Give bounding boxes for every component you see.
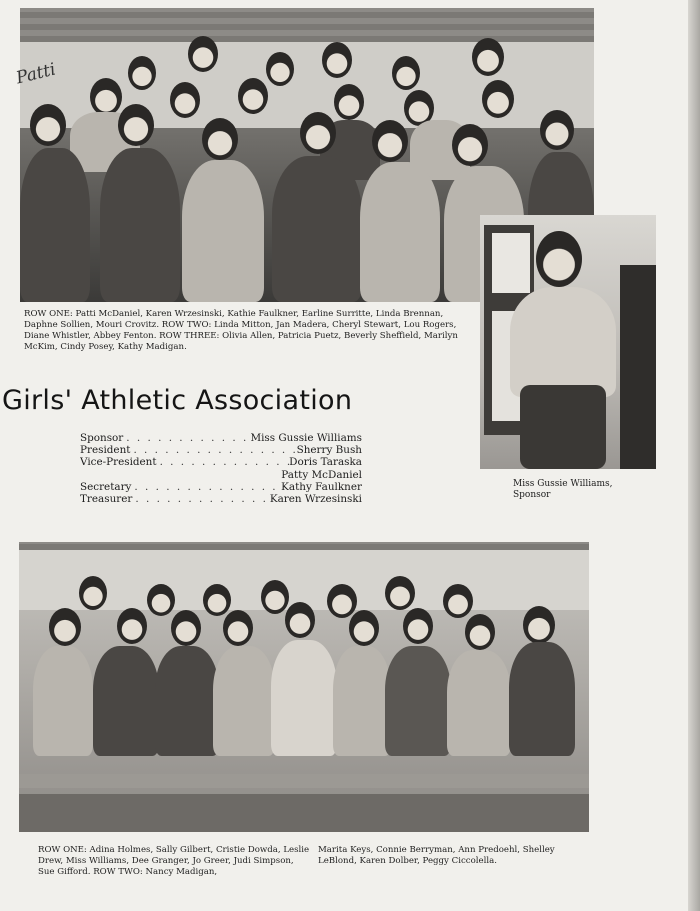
sponsor-caption xyxy=(513,479,612,501)
officer-role: Treasurer xyxy=(80,493,133,506)
officer-row-secretary xyxy=(80,481,362,493)
officer-name: Sherry Bush xyxy=(296,444,362,457)
officer-vice-president-extra: Patty McDaniel xyxy=(281,468,362,481)
bottom-group-photo xyxy=(19,542,589,832)
sponsor-caption-name: Miss Gussie Williams, xyxy=(513,479,613,489)
officer-role: Secretary xyxy=(80,480,132,493)
handwritten-signature: Patti xyxy=(14,59,58,89)
officer-role: President xyxy=(80,444,131,457)
officer-name: Doris Taraska xyxy=(289,456,362,469)
officer-row-vice-president xyxy=(80,456,362,468)
page-edge xyxy=(688,0,700,911)
bottom-photo-caption-right: Marita Keys, Connie Berryman, Ann Predoehl, Shelley LeBlond, Karen Dolber, Peggy Ciccolella. xyxy=(318,845,555,866)
bottom-photo-caption-left: ROW ONE: Adina Holmes, Sally Gilbert, Cristie Dowda, Leslie Drew, Miss Williams, Dee Granger, Jo Greer, Judi Simpson, Sue Gifford. ROW TWO: Nancy Madigan, xyxy=(38,845,310,877)
officers-list xyxy=(80,432,362,505)
officer-role: Sponsor xyxy=(80,432,124,444)
officer-row-sponsor xyxy=(80,432,362,444)
top-photo-caption: ROW ONE: Patti McDaniel, Karen Wrzesinski, Kathie Faulkner, Earline Surritte, Linda Brennan, Daphne Sollien, Mouri Crovitz. ROW TWO: Linda Mitton, Jan Madera, Cheryl Stewart, Lou Rogers, Diane Whistler, Abbey Fenton. ROW THREE: Olivia Allen, Patricia Puetz, Beverly Sheffield, Marilyn McKim, Cindy Posey, Kathy Madigan. xyxy=(24,309,458,352)
sponsor-caption-role: Sponsor xyxy=(513,490,551,500)
officer-role: Vice-President xyxy=(80,456,157,469)
page-title: Girls' Athletic Association xyxy=(2,385,353,416)
officer-row-treasurer xyxy=(80,493,362,505)
officer-name: Kathy Faulkner xyxy=(281,480,362,493)
officer-name: Karen Wrzesinski xyxy=(269,493,362,506)
officer-row-president xyxy=(80,444,362,456)
sponsor-photo xyxy=(480,215,656,469)
officer-name: Miss Gussie Williams xyxy=(250,432,362,444)
